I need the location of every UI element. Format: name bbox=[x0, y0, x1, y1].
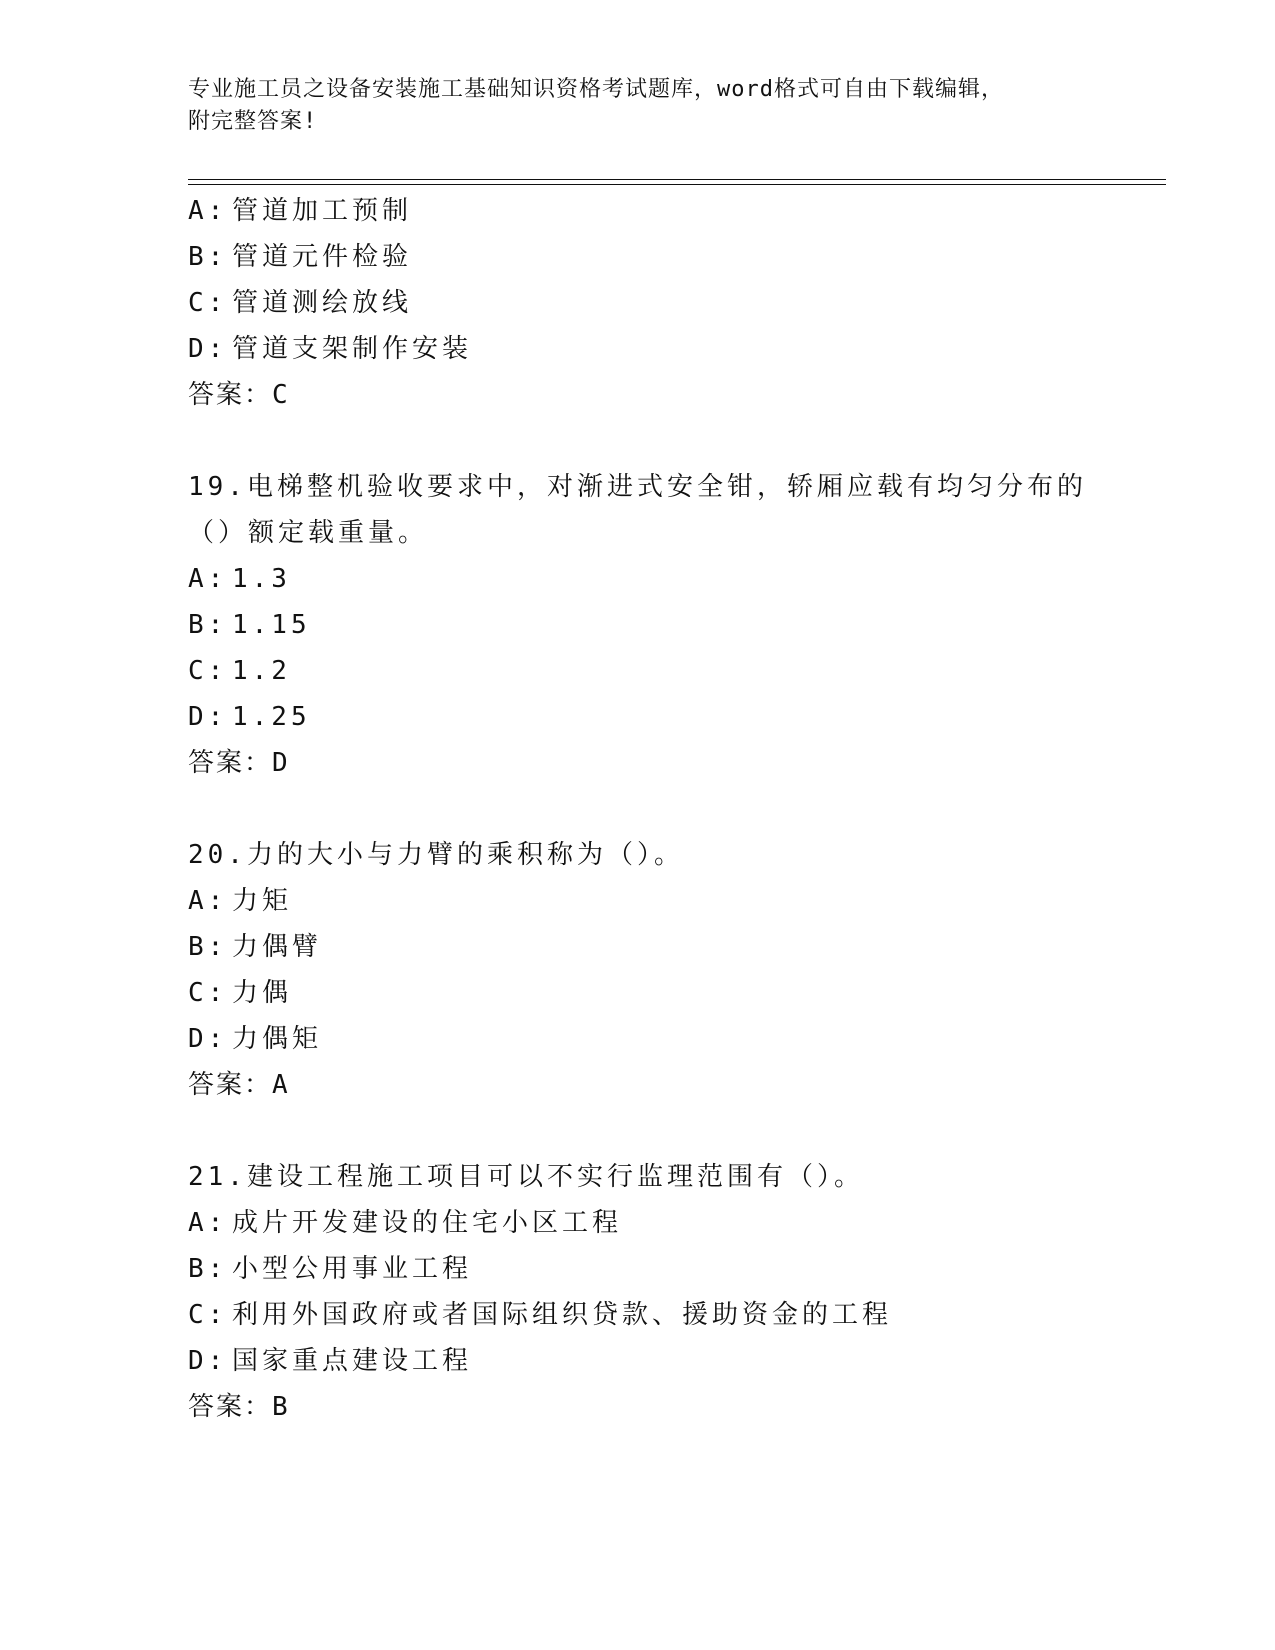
option-b: B: 小型公用事业工程 bbox=[188, 1254, 473, 1284]
header-divider-bottom bbox=[188, 184, 1166, 185]
question-block-19 bbox=[188, 464, 1168, 786]
question-text: 21.建设工程施工项目可以不实行监理范围有（）。 bbox=[188, 1162, 864, 1192]
option-a: A: 成片开发建设的住宅小区工程 bbox=[188, 1208, 623, 1238]
option-b: B: 力偶臂 bbox=[188, 932, 323, 962]
spacer bbox=[188, 1108, 1168, 1154]
question-text: 20.力的大小与力臂的乘积称为（）。 bbox=[188, 840, 684, 870]
answer-line: 答案：B bbox=[188, 1392, 290, 1422]
option-c: C: 力偶 bbox=[188, 978, 293, 1008]
document-header bbox=[188, 74, 1088, 138]
option-d: D: 1.25 bbox=[188, 702, 311, 732]
header-divider-top bbox=[188, 179, 1166, 180]
option-c: C: 管道测绘放线 bbox=[188, 288, 413, 318]
header-line-1: 专业施工员之设备安装施工基础知识资格考试题库，word格式可自由下载编辑， bbox=[188, 77, 1004, 102]
spacer bbox=[188, 418, 1168, 464]
question-block-21 bbox=[188, 1154, 1168, 1430]
option-d: D: 力偶矩 bbox=[188, 1024, 323, 1054]
answer-line: 答案：D bbox=[188, 748, 290, 778]
header-line-2: 附完整答案! bbox=[188, 109, 318, 134]
question-list bbox=[188, 188, 1168, 1430]
spacer bbox=[188, 786, 1168, 832]
option-b: B: 1.15 bbox=[188, 610, 311, 640]
option-a: A: 力矩 bbox=[188, 886, 293, 916]
question-block-20 bbox=[188, 832, 1168, 1108]
question-text: 19.电梯整机验收要求中，对渐进式安全钳，轿厢应载有均匀分布的（）额定载重量。 bbox=[188, 472, 1087, 548]
answer-line: 答案：A bbox=[188, 1070, 290, 1100]
option-a: A: 管道加工预制 bbox=[188, 196, 413, 226]
option-b: B: 管道元件检验 bbox=[188, 242, 413, 272]
answer-line: 答案：C bbox=[188, 380, 290, 410]
option-d: D: 管道支架制作安装 bbox=[188, 334, 473, 364]
question-block-18 bbox=[188, 188, 1168, 418]
option-d: D: 国家重点建设工程 bbox=[188, 1346, 473, 1376]
option-c: C: 利用外国政府或者国际组织贷款、援助资金的工程 bbox=[188, 1300, 893, 1330]
option-a: A: 1.3 bbox=[188, 564, 291, 594]
option-c: C: 1.2 bbox=[188, 656, 291, 686]
